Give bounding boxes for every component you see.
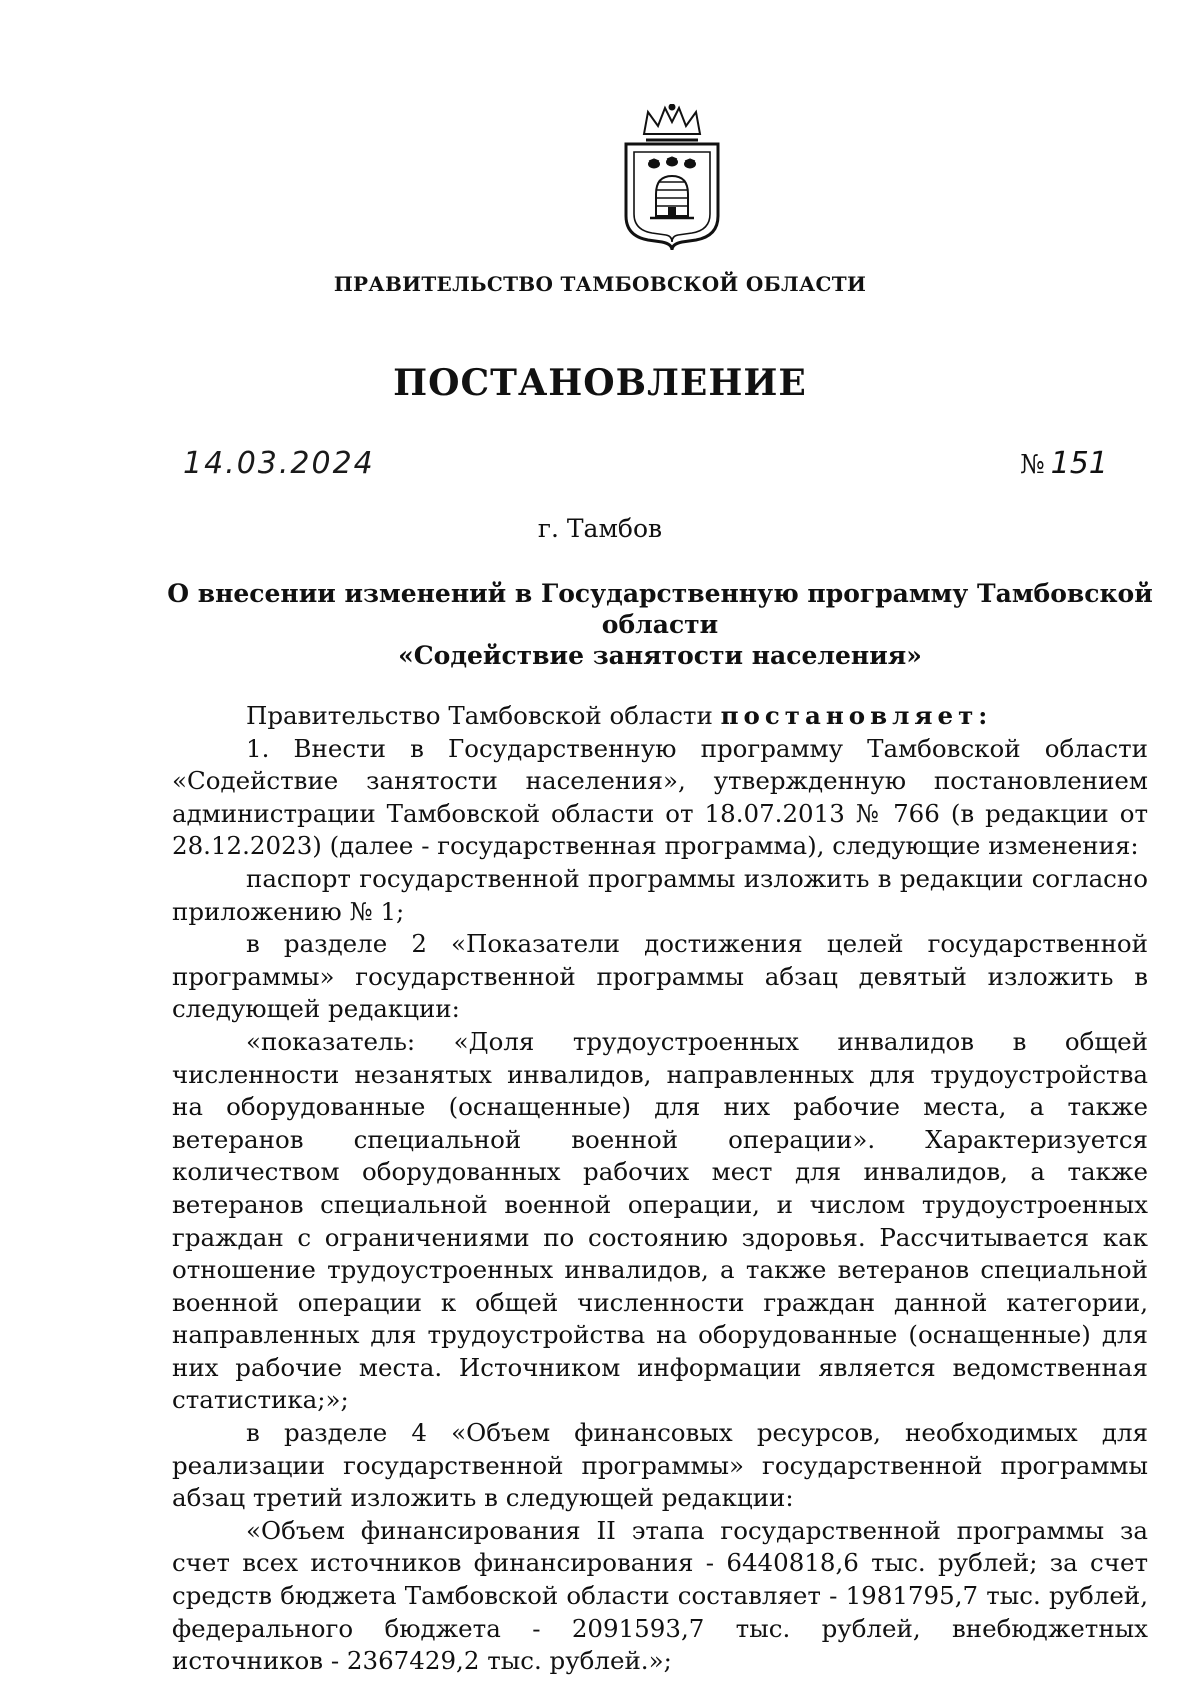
- subject-line-2: «Содействие занятости населения»: [398, 641, 922, 670]
- government-name: ПРАВИТЕЛЬСТВО ТАМБОВСКОЙ ОБЛАСТИ: [333, 272, 867, 296]
- body-paragraph: «показатель: «Доля трудоустроенных инвалидов в общей численности незанятых инвалидов, направленных для трудоустройства на оборудованные (оснащенные) для них рабочие места, а также ветеранов специальной военной операции». Характеризуется количеством оборудованных рабочих мест для инвалидов, а также ветеранов специальной военной операции, и числом трудоустроенных граждан с ограничениями по состоянию здоровья. Рассчитывается как отношение трудоустроенных инвалидов, а также ветеранов специальной военной операции к общей численности граждан данной категории, направленных для трудоустройства на оборудованные (оснащенные) для них рабочие места. Источником информации является ведомственная статистика;»;: [172, 1026, 1148, 1415]
- intro-paragraph: [172, 700, 1148, 733]
- coat-of-arms-icon: [618, 104, 726, 252]
- body-paragraph: «Объем финансирования II этапа государственной программы за счет всех источников финансирования - 6440818,6 тыс. рублей; за счет средств бюджета Тамбовской области составляет - 1981795,7 тыс. рублей, федерального бюджета - 2091593,7 тыс. рублей, внебюджетных источников - 2367429,2 тыс. рублей.»;: [172, 1515, 1148, 1676]
- document-type: ПОСТАНОВЛЕНИЕ: [393, 362, 807, 404]
- document-number: [1020, 446, 1108, 481]
- intro-text: Правительство Тамбовской области: [246, 701, 721, 730]
- body-paragraph: в разделе 2 «Показатели достижения целей государственной программы» государственной программы абзац девятый изложить в следующей редакции:: [172, 929, 1148, 1024]
- document-subject: [160, 578, 1160, 671]
- city: г. Тамбов: [537, 514, 663, 543]
- number-label: №: [1020, 450, 1045, 480]
- number-value: 151: [1050, 446, 1108, 481]
- subject-line-1: О внесении изменений в Государственную программу Тамбовской области: [167, 579, 1153, 639]
- body-paragraph: в разделе 4 «Объем финансовых ресурсов, необходимых для реализации государственной программы» государственной программы абзац третий изложить в следующей редакции:: [172, 1418, 1148, 1513]
- body-paragraph: паспорт государственной программы изложить в редакции согласно приложению № 1;: [172, 863, 1148, 926]
- document-date: 14.03.2024: [183, 446, 375, 481]
- intro-verb: постановляет:: [720, 701, 993, 730]
- document-body: [172, 700, 1148, 1678]
- body-paragraph: 1. Внести в Государственную программу Тамбовской области «Содействие занятости населения», утвержденную постановлением администрации Тамбовской области от 18.07.2013 № 766 (в редакции от 28.12.2023) (далее - государственная программа), следующие изменения:: [172, 733, 1148, 861]
